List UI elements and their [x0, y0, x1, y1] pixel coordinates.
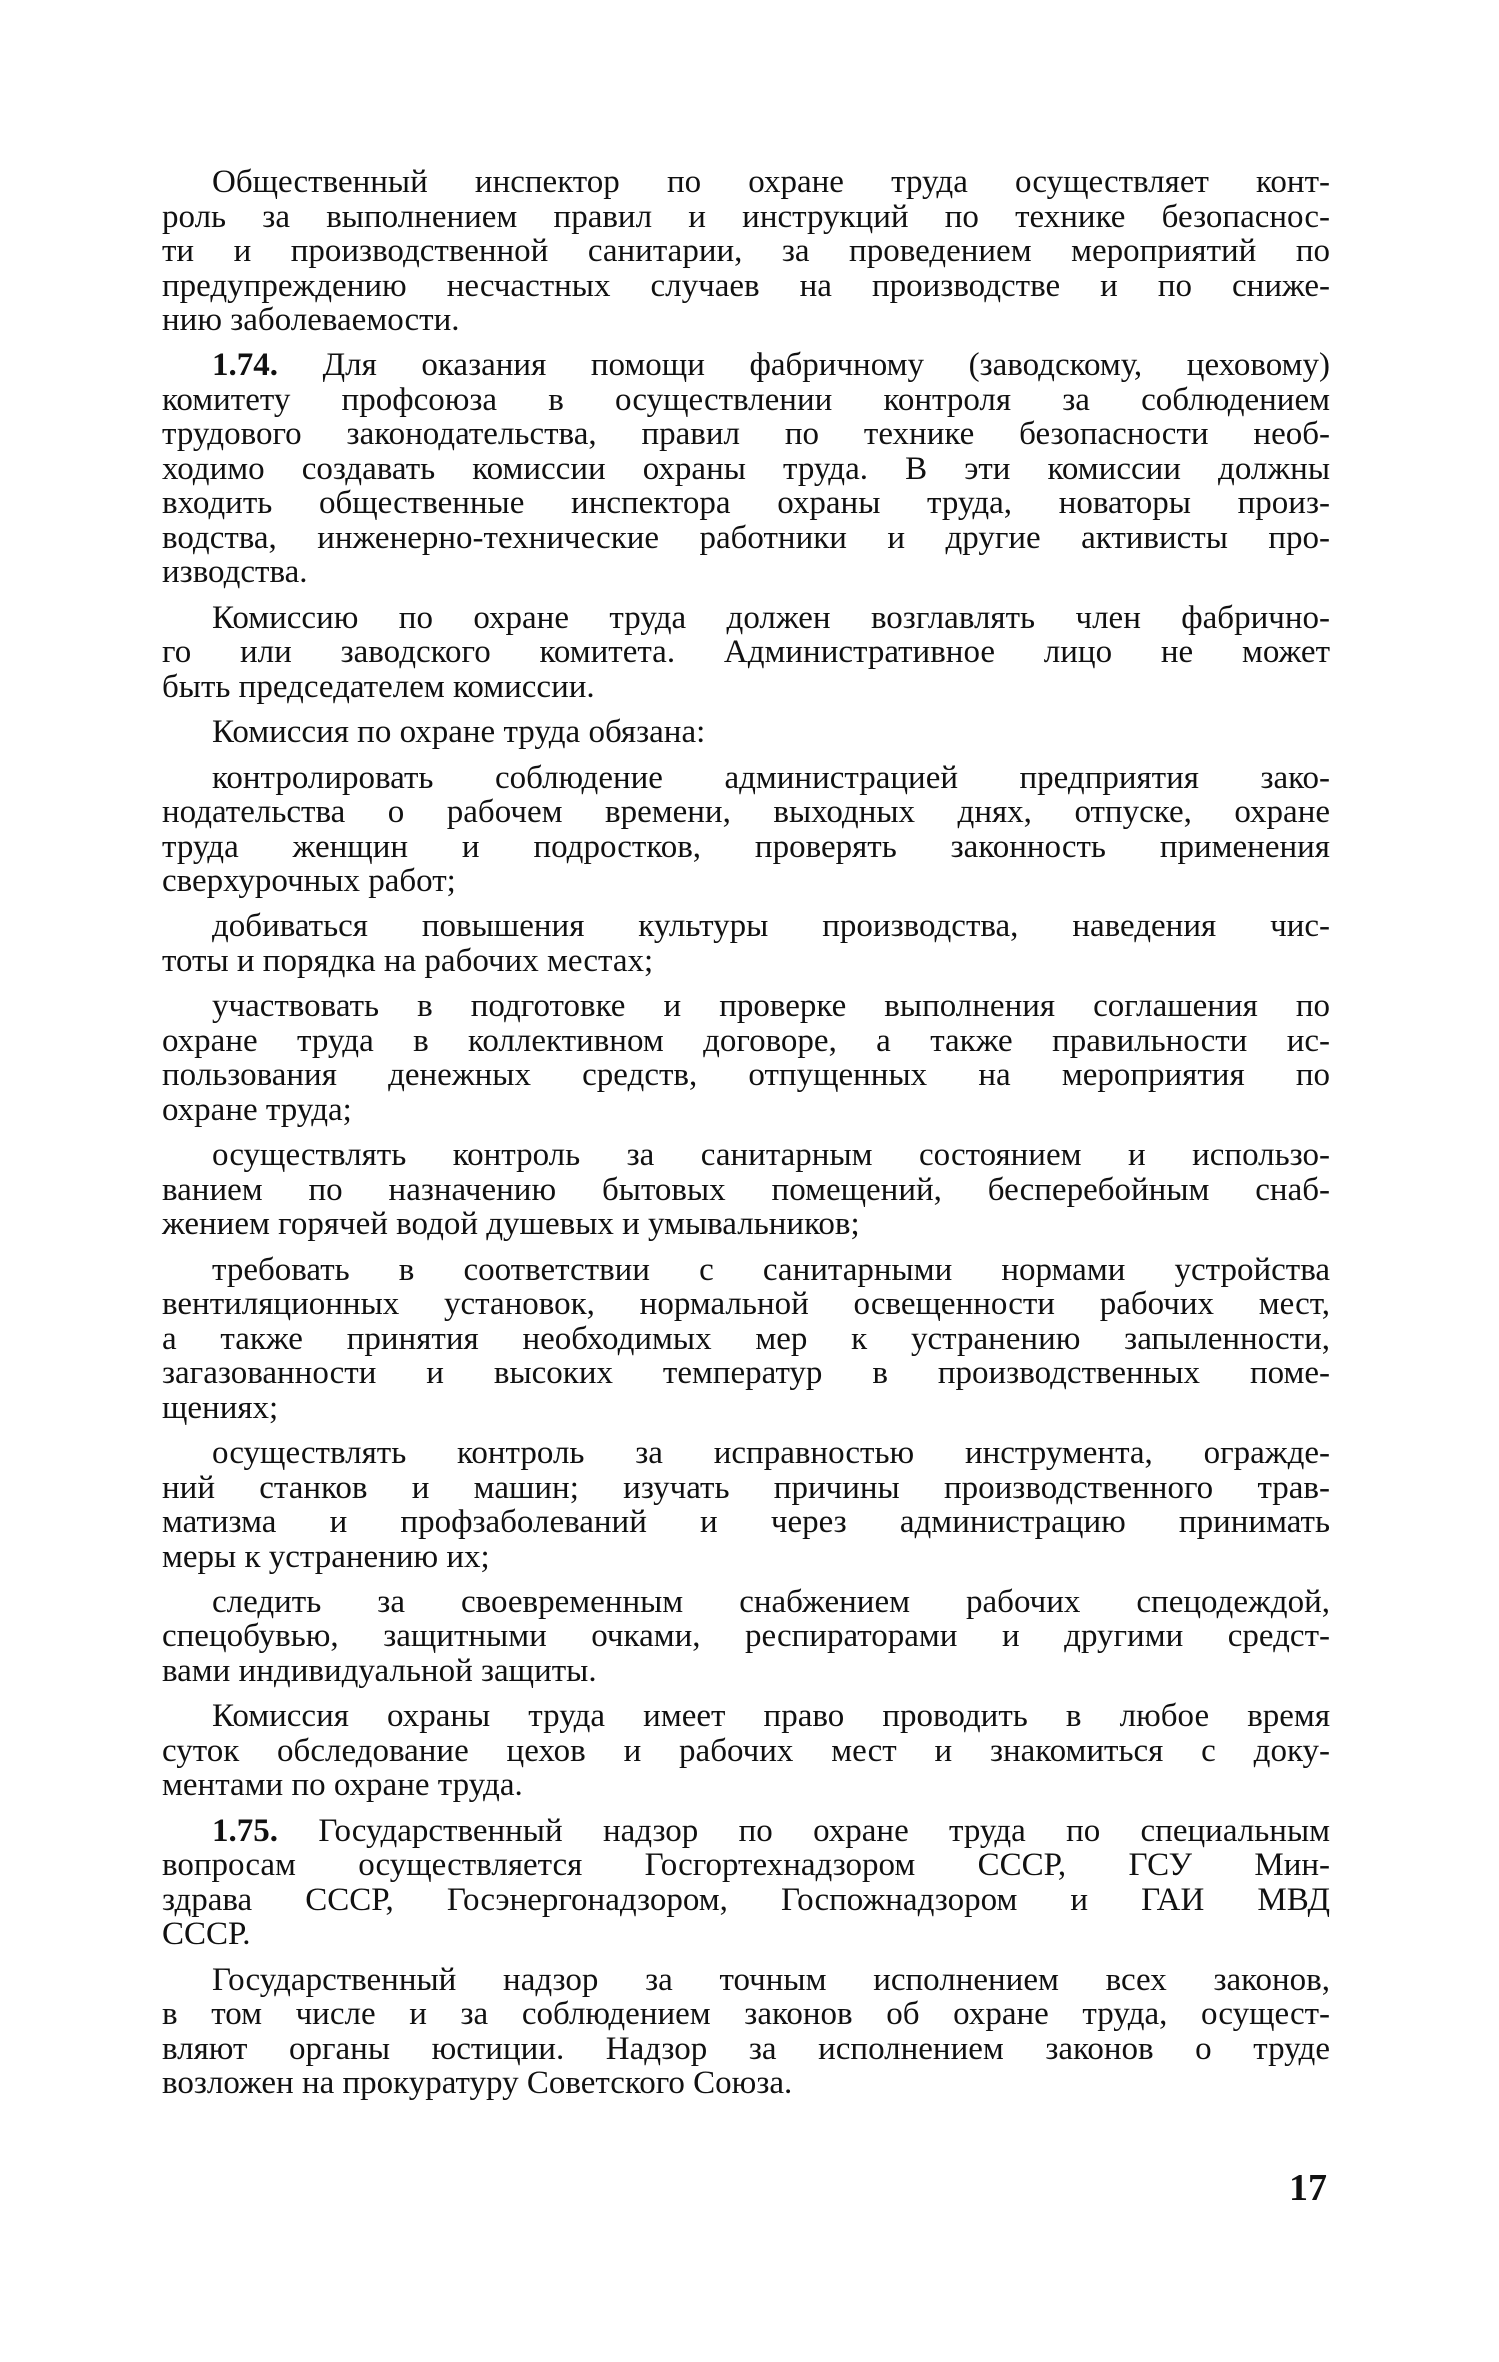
text-line: следить за своевременным снабжением рабочих спецодеждой,: [212, 1583, 1330, 1620]
paragraph: [162, 761, 1330, 899]
text-line: вами индивидуальной защиты.: [162, 1652, 597, 1689]
paragraph: [162, 715, 1330, 750]
text-line: требовать в соответствии с санитарными нормами устройства: [212, 1251, 1330, 1288]
text-line: добиваться повышения культуры производства, наведения чис-: [212, 908, 1330, 945]
text-line: осуществлять контроль за санитарным состоянием и использо-: [212, 1137, 1330, 1174]
paragraph: [162, 909, 1330, 978]
paragraph: [162, 1138, 1330, 1242]
text-line: го или заводского комитета. Административное лицо не может: [162, 634, 1330, 671]
line-text: Государственный надзор по охране труда по специальным: [318, 1812, 1330, 1849]
text-line: роль за выполнением правил и инструкций по технике безопаснос-: [162, 198, 1330, 235]
text-line: спецобувью, защитными очками, респираторами и другими средст-: [162, 1618, 1330, 1655]
section-number: 1.74.: [212, 347, 278, 384]
paragraph: [162, 601, 1330, 705]
paragraph: [162, 1253, 1330, 1426]
line-text: Для оказания помощи фабричному (заводскому, цеховому): [322, 347, 1330, 384]
text-line: изводства.: [162, 554, 308, 591]
text-line: ходимо создавать комиссии охраны труда. В эти комиссии должны: [162, 450, 1330, 487]
paragraph: [162, 1699, 1330, 1803]
paragraph: [162, 989, 1330, 1127]
page-body-text: [162, 165, 1330, 2111]
text-line: Государственный надзор за точным исполнением всех законов,: [212, 1961, 1330, 1998]
text-line: нию заболеваемости.: [162, 302, 460, 338]
text-line: нодательства о рабочем времени, выходных днях, отпуске, охране: [162, 794, 1330, 831]
text-line: охране труда в коллективном договоре, а также правильности ис-: [162, 1022, 1330, 1059]
text-line: вопросам осуществляется Госгортехнадзором СССР, ГСУ Мин-: [162, 1847, 1330, 1884]
text-line: а также принятия необходимых мер к устранению запыленности,: [162, 1320, 1330, 1357]
text-line: Общественный инспектор по охране труда осуществляет конт-: [212, 164, 1330, 200]
page-number: 17: [1289, 2167, 1327, 2209]
text-line: вентиляционных установок, нормальной освещенности рабочих мест,: [162, 1286, 1330, 1323]
text-line: суток обследование цехов и рабочих мест и знакомиться с доку-: [162, 1732, 1330, 1769]
text-line: загазованности и высоких температур в производственных поме-: [162, 1355, 1330, 1392]
text-line: быть председателем комиссии.: [162, 668, 595, 705]
text-line: вляют органы юстиции. Надзор за исполнением законов о труде: [162, 2030, 1330, 2067]
text-line: меры к устранению их;: [162, 1538, 490, 1575]
text-line: пользования денежных средств, отпущенных на мероприятия по: [162, 1057, 1330, 1094]
text-line: труда женщин и подростков, проверять законность применения: [162, 828, 1330, 865]
paragraph: [162, 1963, 1330, 2101]
text-line: ванием по назначению бытовых помещений, бесперебойным снаб-: [162, 1171, 1330, 1208]
text-line: [162, 348, 1330, 383]
paragraph: [162, 1585, 1330, 1689]
text-line: [162, 1814, 1330, 1849]
text-line: здрава СССР, Госэнергонадзором, Госпожнадзором и ГАИ МВД: [162, 1881, 1330, 1918]
text-line: контролировать соблюдение администрацией предприятия зако-: [212, 759, 1330, 796]
paragraph: [162, 165, 1330, 338]
text-line: водства, инженерно-технические работники и другие активисты про-: [162, 519, 1330, 556]
text-line: осуществлять контроль за исправностью инструмента, огражде-: [212, 1435, 1330, 1472]
text-line: комитету профсоюза в осуществлении контроля за соблюдением: [162, 381, 1330, 418]
text-line: предупреждению несчастных случаев на производстве и по сниже-: [162, 267, 1330, 304]
text-line: Комиссия охраны труда имеет право проводить в любое время: [212, 1698, 1330, 1735]
text-line: участвовать в подготовке и проверке выполнения соглашения по: [212, 988, 1330, 1025]
text-line: ментами по охране труда.: [162, 1767, 523, 1804]
text-line: возложен на прокуратуру Советского Союза.: [162, 2065, 793, 2102]
text-line: тоты и порядка на рабочих местах;: [162, 942, 654, 979]
text-line: матизма и профзаболеваний и через администрацию принимать: [162, 1504, 1330, 1541]
text-line: СССР.: [162, 1916, 251, 1953]
numbered-paragraph: [162, 348, 1330, 590]
text-line: щениях;: [162, 1389, 279, 1426]
text-line: жением горячей водой душевых и умывальников;: [162, 1206, 860, 1243]
text-line: Комиссию по охране труда должен возглавлять член фабрично-: [212, 599, 1330, 636]
paragraph: [162, 1436, 1330, 1574]
text-line: Комиссия по охране труда обязана:: [212, 714, 706, 751]
numbered-paragraph: [162, 1814, 1330, 1952]
text-line: трудового законодательства, правил по технике безопасности необ-: [162, 416, 1330, 453]
text-line: в том числе и за соблюдением законов об охране труда, осущест-: [162, 1996, 1330, 2033]
text-line: охране труда;: [162, 1091, 352, 1128]
text-line: сверхурочных работ;: [162, 863, 456, 900]
section-number: 1.75.: [212, 1812, 278, 1849]
text-line: входить общественные инспектора охраны труда, новаторы произ-: [162, 485, 1330, 522]
text-line: ти и производственной санитарии, за проведением мероприятий по: [162, 233, 1330, 269]
text-line: ний станков и машин; изучать причины производственного трав-: [162, 1469, 1330, 1506]
